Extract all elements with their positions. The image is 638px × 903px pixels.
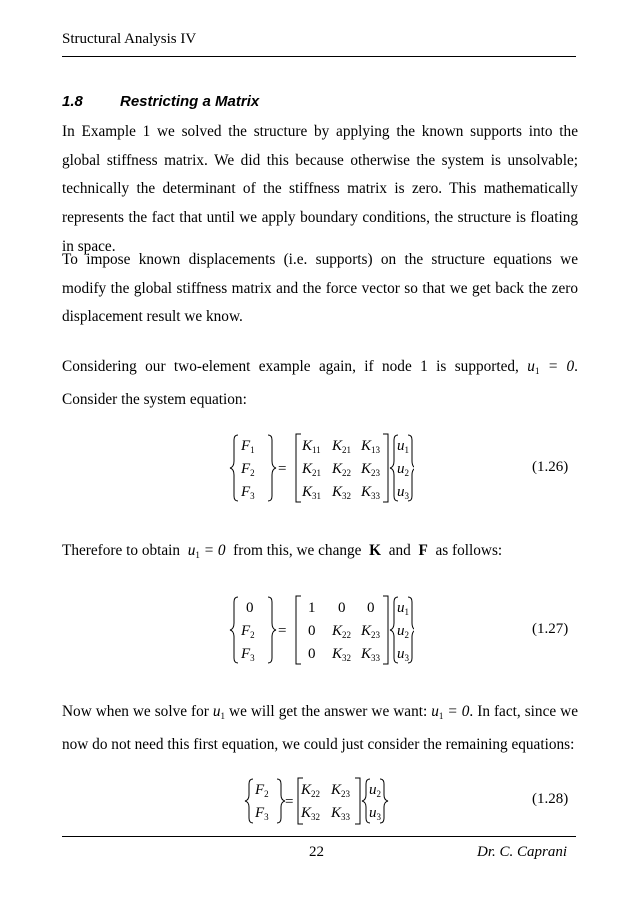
svg-text:0: 0 — [308, 623, 316, 639]
svg-text:u1: $u_1$ — [397, 438, 409, 455]
text-and: and — [388, 542, 411, 559]
svg-text:0: 0 — [338, 600, 346, 616]
svg-text:u2: $u_2$ — [397, 623, 409, 640]
svg-text:F2: $F_2$ — [241, 623, 255, 640]
svg-text:K11: $K_{11}$ — [302, 438, 321, 455]
svg-text:K21: $K_{21}$ — [302, 461, 322, 478]
lhs-F2: $F_2$ — [241, 461, 255, 478]
paragraph-3 — [62, 353, 578, 414]
equation-label-1-27: (1.27) — [532, 621, 569, 637]
svg-text:0: 0 — [367, 600, 375, 616]
running-header: Structural Analysis IV — [62, 31, 197, 47]
svg-text:u2: $u_2$ — [369, 782, 381, 799]
svg-text:K23: $K_{23}$ — [331, 782, 351, 799]
bold-F: F — [418, 542, 428, 559]
page-number: 22 — [309, 844, 324, 860]
equation-label-1-26: (1.26) — [532, 459, 569, 475]
paragraph-4 — [62, 537, 578, 570]
svg-text:u3: $u_3$ — [397, 646, 409, 663]
svg-text:K22: $K_{22}$ — [332, 461, 352, 478]
equation-label-1-28: (1.28) — [532, 791, 569, 807]
text-line: In Example 1 we solved the structure by applying the known supports into the global — [62, 123, 578, 169]
footer-rule — [62, 836, 576, 837]
svg-text:K31: $K_{31}$ — [302, 484, 322, 501]
equation-1-27 — [228, 594, 414, 666]
text-line: . Consider — [62, 358, 578, 408]
lhs-F3: $F_3$ — [241, 484, 255, 501]
svg-text:u2: $u_2$ — [397, 461, 409, 478]
svg-text:K23: $K_{23}$ — [361, 623, 381, 640]
svg-text:0: 0 — [246, 600, 254, 616]
text-line: Considering our two-element example again, if node 1 is supported, — [62, 358, 519, 375]
text-line: from this, we change — [233, 542, 362, 559]
inline-math-u1: $u_1$ — [212, 703, 226, 721]
bold-K: K — [369, 542, 382, 559]
svg-text:K21: $K_{21}$ — [332, 438, 352, 455]
svg-text:0: 0 — [308, 646, 316, 662]
svg-text:K22: $K_{22}$ — [301, 782, 321, 799]
svg-text:u1: $u_1$ — [397, 600, 409, 617]
section-heading — [62, 93, 259, 110]
inline-math-u1-zero: $u_1 = 0$ — [431, 703, 470, 721]
inline-math-u1-zero: $u_1 = 0$ — [187, 542, 226, 560]
header-rule — [62, 56, 576, 57]
text-line: we will get the answer we want: — [229, 703, 428, 720]
svg-text:K23: $K_{23}$ — [361, 461, 381, 478]
section-number: 1.8 — [62, 93, 83, 110]
svg-text:K32: $K_{32}$ — [332, 484, 352, 501]
svg-text:K32: $K_{32}$ — [332, 646, 352, 663]
svg-text:K33: $K_{33}$ — [361, 646, 381, 663]
text-line: the determinant of the stiffness matrix is zero. This mathematically represents the fact — [62, 180, 578, 227]
svg-text:1: 1 — [308, 600, 316, 616]
svg-text:=: = — [285, 794, 294, 810]
equation-1-28 — [243, 776, 393, 826]
svg-text:F3: $F_3$ — [255, 805, 269, 822]
paragraph-5 — [62, 698, 578, 759]
text-line: Now when we solve for — [62, 703, 209, 720]
svg-text:K33: $K_{33}$ — [361, 484, 381, 501]
text-line: . In fact, since we — [469, 703, 578, 720]
svg-text:K22: $K_{22}$ — [332, 623, 352, 640]
text-line: displacement result we know. — [62, 308, 243, 326]
paragraph-1 — [62, 118, 578, 262]
lhs-F1: $F_1$ — [241, 438, 255, 455]
inline-math-u1-zero: $u_1 = 0$ — [527, 358, 575, 376]
svg-text:K32: $K_{32}$ — [301, 805, 321, 822]
svg-text:u3: $u_3$ — [369, 805, 381, 822]
svg-text:u3: $u_3$ — [397, 484, 409, 501]
svg-text:=: = — [278, 461, 287, 477]
paragraph-2 — [62, 246, 578, 332]
svg-text:=: = — [278, 623, 287, 639]
text-line: Therefore to obtain — [62, 542, 181, 559]
text-line: as follows: — [435, 542, 503, 559]
svg-text:K13: $K_{13}$ — [361, 438, 381, 455]
footer-author: Dr. C. Caprani — [477, 844, 568, 860]
svg-text:K33: $K_{33}$ — [331, 805, 351, 822]
text-line: now do not need this first equation, we could just consider the remaining equations: — [62, 735, 575, 753]
text-line: the global stiffness matrix and the force vector so that we get back the zero — [110, 279, 578, 297]
text-line: that until we apply boundary conditions, the structure is floating in space. — [62, 209, 579, 255]
svg-text:F2: $F_2$ — [255, 782, 269, 799]
section-title: Restricting a Matrix — [120, 93, 260, 110]
equation-1-26 — [228, 432, 414, 504]
text-line: To impose known displacements (i.e. supports) on the structure equations we modify — [62, 251, 578, 297]
text-line: stiffness matrix. We did this because otherwise the system is unsolvable; technically — [62, 151, 578, 198]
svg-text:F3: $F_3$ — [241, 646, 255, 663]
text-line: the system equation: — [121, 390, 247, 408]
